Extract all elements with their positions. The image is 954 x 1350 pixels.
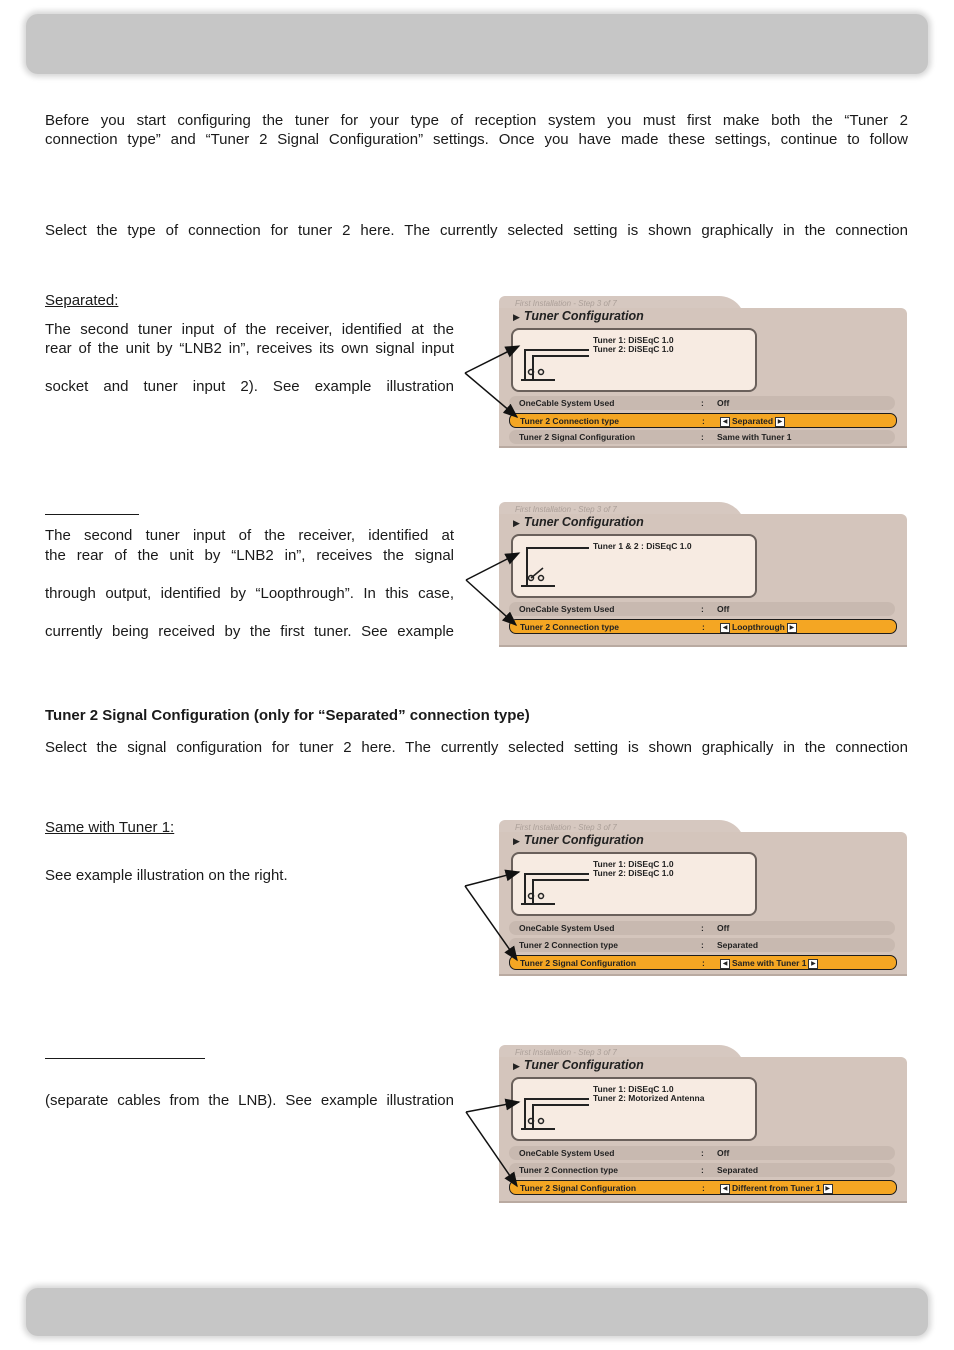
play-icon: ▶ (513, 312, 520, 322)
arrow-icon (465, 872, 519, 886)
arrow-icon (466, 1102, 519, 1112)
separated-line-2: rear of the unit by “LNB2 in”, receives its own signal input (45, 340, 454, 357)
panel-title: ▶ Tuner Configuration (513, 515, 644, 529)
connection-diagram: Tuner 1 & 2 : DiSEqC 1.0 (511, 534, 757, 598)
step-label: First Installation - Step 3 of 7 (515, 823, 617, 832)
arrow-left-icon[interactable]: ◀ (720, 1184, 730, 1194)
different-line-1: (separate cables from the LNB). See example illustration (45, 1092, 454, 1109)
onecable-row[interactable]: OneCable System Used : Off (509, 602, 895, 616)
loopthrough-line-1: The second tuner input of the receiver, identified at (45, 527, 454, 544)
arrow-left-icon[interactable]: ◀ (720, 959, 730, 969)
arrow-left-icon[interactable]: ◀ (720, 623, 730, 633)
connection-type-row[interactable]: Tuner 2 Connection type : Separated (509, 1163, 895, 1177)
panel-title: ▶ Tuner Configuration (513, 833, 644, 847)
onecable-row[interactable]: OneCable System Used : Off (509, 1146, 895, 1160)
intro-line-2: connection type” and “Tuner 2 Signal Configuration” settings. Once you have made these settings, continue to follow (45, 131, 908, 148)
panel-title: ▶ Tuner Configuration (513, 1058, 644, 1072)
loopthrough-line-4: currently being received by the first tuner. See example (45, 623, 454, 640)
step-label: First Installation - Step 3 of 7 (515, 299, 617, 308)
arrow-icon (465, 373, 517, 417)
arrow-right-icon[interactable]: ▶ (823, 1184, 833, 1194)
loopthrough-line-2: the rear of the unit by “LNB2 in”, receives the signal (45, 547, 454, 564)
signal-config-line-1: Select the signal configuration for tuner 2 here. The currently selected setting is shown graphically in the connection (45, 739, 908, 756)
arrow-right-icon[interactable]: ▶ (787, 623, 797, 633)
signal-config-heading: Tuner 2 Signal Configuration (only for “Separated” connection type) (45, 707, 530, 724)
arrow-right-icon[interactable]: ▶ (808, 959, 818, 969)
onecable-row[interactable]: OneCable System Used : Off (509, 921, 895, 935)
loopthrough-line-3: through output, identified by “Loopthrough”. In this case, (45, 585, 454, 602)
connection-type-row[interactable]: Tuner 2 Connection type : ◀ Loopthrough ▶ (509, 619, 897, 634)
intro-line-1: Before you start configuring the tuner for your type of reception system you must first make both the “Tuner 2 (45, 112, 908, 129)
arrow-icon (466, 553, 519, 580)
same-heading: Same with Tuner 1: (45, 819, 175, 836)
connection-diagram: Tuner 1: DiSEqC 1.0 Tuner 2: Motorized Antenna (511, 1077, 757, 1141)
onecable-row[interactable]: OneCable System Used : Off (509, 396, 895, 410)
arrow-icon (465, 346, 519, 373)
play-icon: ▶ (513, 518, 520, 528)
signal-config-row[interactable]: Tuner 2 Signal Configuration : ◀ Different from Tuner 1 ▶ (509, 1180, 897, 1195)
signal-config-row[interactable]: Tuner 2 Signal Configuration : ◀ Same with Tuner 1 ▶ (509, 955, 897, 970)
step-label: First Installation - Step 3 of 7 (515, 1048, 617, 1057)
separated-line-1: The second tuner input of the receiver, identified at the (45, 321, 454, 338)
arrow-icon (466, 1112, 517, 1186)
play-icon: ▶ (513, 1061, 520, 1071)
play-icon: ▶ (513, 836, 520, 846)
connection-line-1: Select the type of connection for tuner 2 here. The currently selected setting is shown graphically in the connection (45, 222, 908, 239)
connection-type-row[interactable]: Tuner 2 Connection type : Separated (509, 938, 895, 952)
panel-title: ▶ Tuner Configuration (513, 309, 644, 323)
arrow-icon (465, 886, 517, 960)
separated-heading: Separated: (45, 292, 119, 309)
signal-config-row[interactable]: Tuner 2 Signal Configuration : Same with Tuner 1 (509, 430, 895, 444)
step-label: First Installation - Step 3 of 7 (515, 505, 617, 514)
connection-diagram: Tuner 1: DiSEqC 1.0 Tuner 2: DiSEqC 1.0 (511, 852, 757, 916)
arrow-icon (466, 580, 516, 625)
connection-diagram: Tuner 1: DiSEqC 1.0 Tuner 2: DiSEqC 1.0 (511, 328, 757, 392)
connection-type-row[interactable]: Tuner 2 Connection type : ◀ Separated ▶ (509, 413, 897, 428)
separated-line-3: socket and tuner input 2). See example illustration (45, 378, 454, 395)
same-line-1: See example illustration on the right. (45, 867, 288, 884)
arrow-right-icon[interactable]: ▶ (775, 417, 785, 427)
arrow-left-icon[interactable]: ◀ (720, 417, 730, 427)
